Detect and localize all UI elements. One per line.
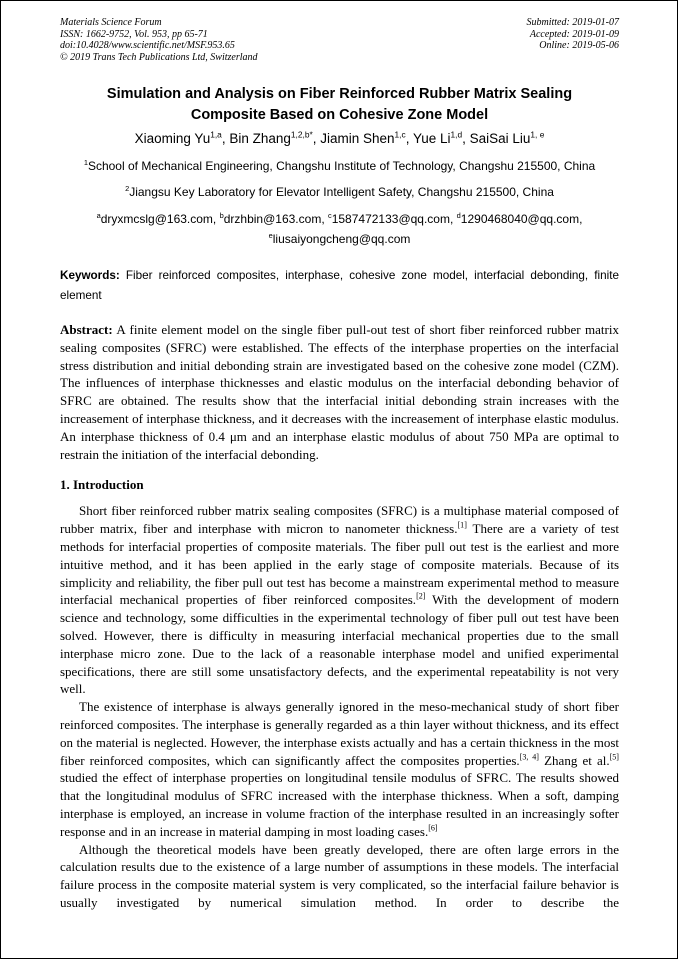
intro-paragraph-2 — [60, 698, 619, 840]
journal-copyright: © 2019 Trans Tech Publications Ltd, Switzerland — [60, 51, 258, 63]
author-emails-line-1 — [60, 209, 619, 229]
text-run: , Jiamin Shen — [312, 131, 395, 146]
accepted-date: Accepted: 2019-01-09 — [529, 28, 619, 40]
superscript-marker: 1,2,b* — [290, 129, 313, 140]
superscript-marker: 2 — [125, 184, 130, 193]
text-run: The existence of interphase is always generally ignored in the meso-mechanical study of short fiber reinforced composites. The interphase is generally regarded as a thin layer without thickness, and its effect on the material is neglected. However, the interphase exists actually and has a certain thickness in the most fiber reinforced composites, which can significantly affect the composites properties. — [60, 699, 619, 768]
section-heading-introduction: 1. Introduction — [60, 477, 144, 493]
text-run: With the development of modern science and technology, some difficulties in the experimental technology of fiber pull out test have been solved. However, there is difficulty in measuring interfacial mechanical properties due to the small interphase micro zone. Due to the lack of a reasonable interphase model and unified experimental specifications, there are still some unsatisfactory defects, and the experimental repeatability is not very well. — [60, 592, 619, 697]
text-run: , SaiSai Liu — [462, 131, 531, 146]
abstract — [60, 321, 619, 463]
superscript-marker: d — [456, 211, 461, 220]
text-run: liusaiyongcheng@qq.com — [272, 232, 411, 246]
text-run: , Yue Li — [405, 131, 451, 146]
affiliation-2 — [60, 184, 619, 200]
superscript-marker: 1 — [83, 158, 88, 167]
text-run: Although the theoretical models have been greatly developed, there are often large errors in the calculation results due to the existence of a large number of assumptions in these models. The interfacial failure process in the composite material system is very complicated, so the interfacial failure behavior is usually investigated by numerical simulation method. In order to describe the — [60, 841, 619, 910]
text-run: Zhang et al. — [538, 752, 610, 768]
online-date: Online: 2019-05-06 — [539, 40, 619, 51]
submitted-date: Submitted: 2019-01-07 — [526, 17, 619, 28]
superscript-marker: a — [96, 211, 101, 220]
text-run: dryxmcslg@163.com, — [100, 212, 220, 226]
journal-info — [60, 17, 258, 63]
authors-line — [60, 129, 619, 149]
superscript-marker: e — [268, 231, 273, 240]
superscript-marker: 1,c — [394, 129, 406, 140]
journal-header — [60, 17, 619, 63]
intro-paragraph-3 — [60, 841, 619, 912]
journal-issn-volume: ISSN: 1662-9752, Vol. 953, pp 65-71 — [60, 28, 208, 40]
paper-title-line-2: Composite Based on Cohesive Zone Model — [190, 107, 489, 123]
text-run: School of Mechanical Engineering, Changshu Institute of Technology, Changshu 215500, China — [87, 159, 596, 173]
superscript-marker: b — [219, 211, 224, 220]
submission-dates — [527, 17, 620, 63]
journal-name: Materials Science Forum — [60, 17, 162, 28]
text-run: Xiaoming Yu — [134, 131, 211, 146]
text-run: A finite element model on the single fiber pull-out test of short fiber reinforced rubber matrix sealing composites (SFRC) were established. The effects of the interphase properties on the interfacial stress distribution and initial debonding strain are investigated based on the cohesive zone model (CZM). The influences of interphase thicknesses and elastic modulus on the interfacial debonding behavior of SFRC are obtained. The results show that the interfacial initial debonding strain increases with the increasement of interphase thickness, and it decreases with the increasement of interphase elastic modulus. An interphase thickness of 0.4 μm and an interphase elastic modulus of about 750 MPa are optimal to restrain the initiation of the interfacial debonding. — [60, 322, 619, 462]
paper-title-line-1: Simulation and Analysis on Fiber Reinforced Rubber Matrix Sealing — [106, 86, 573, 102]
intro-paragraph-1 — [60, 502, 619, 698]
superscript-marker: 1,d — [450, 129, 463, 140]
bold-label: Keywords: — [60, 269, 120, 282]
journal-doi: doi:10.4028/www.scientific.net/MSF.953.65 — [60, 40, 235, 51]
superscript-marker: [3, 4] — [519, 752, 539, 762]
text-run: drzhbin@163.com, — [223, 212, 328, 226]
bold-label: Abstract: — [60, 322, 113, 337]
text-run: 1587472133@qq.com, — [331, 212, 457, 226]
superscript-marker: 1, e — [530, 129, 545, 140]
superscript-marker: 1,a — [210, 129, 222, 140]
superscript-marker: [2] — [416, 592, 426, 602]
text-run: Fiber reinforced composites, interphase, cohesive zone model, interfacial debonding, finite element — [60, 269, 619, 302]
text-run: Jiangsu Key Laboratory for Elevator Intelligent Safety, Changshu 215500, China — [129, 185, 554, 199]
text-run: There are a variety of test methods for interfacial properties of composite materials. The fiber pull out test is the earliest and more intuitive method, and it has been applied in the early stage of composite materials. Because of its simplicity and reliability, the fiber pull out test has become a mainstream experimental method to measure interfacial mechanical properties of fiber reinforced composites. — [60, 521, 619, 608]
keywords — [60, 266, 619, 306]
superscript-marker: [5] — [609, 752, 619, 762]
author-emails-line-2 — [60, 229, 619, 249]
text-run: Short fiber reinforced rubber matrix sealing composites (SFRC) is a multiphase material composed of rubber matrix, fiber and interphase with micron to nanometer thickness. — [60, 503, 619, 537]
text-run: studied the effect of interphase properties on longitudinal tensile modulus of SFRC. The results showed that the longitudinal modulus of SFRC increased with the interphase thickness. When a soft, damping interphase is employed, an increase in volume fraction of the interphase resulted in an increasingly softer response and in an increase in material damping in most loading cases. — [60, 770, 619, 839]
affiliation-1 — [60, 158, 619, 174]
superscript-marker: c — [327, 211, 332, 220]
paper-title — [60, 84, 619, 126]
superscript-marker: [1] — [457, 520, 467, 530]
text-run: 1290468040@qq.com, — [460, 212, 583, 226]
text-run: , Bin Zhang — [221, 131, 291, 146]
superscript-marker: [6] — [428, 823, 438, 833]
